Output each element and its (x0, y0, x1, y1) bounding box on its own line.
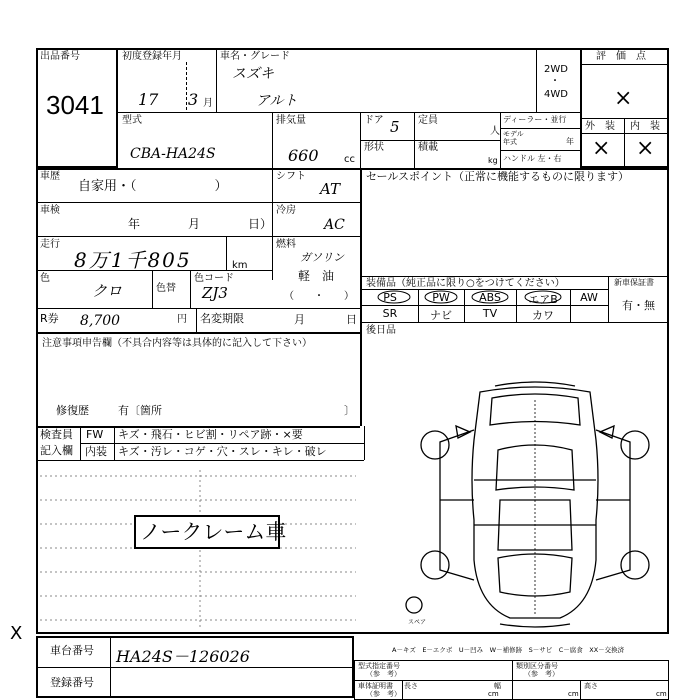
color-code-label: 色コード (194, 273, 234, 284)
model-type-value: CBA-HA24S (130, 146, 216, 162)
fuel-gasoline: ガソリン (300, 251, 344, 264)
model-year-label-2: 年式 (503, 138, 517, 146)
registration-month: 3 (188, 90, 199, 109)
dealer-label: ディーラー・並行 (503, 115, 567, 124)
length-unit: cm (488, 690, 499, 698)
interior-label: 内 装 (630, 121, 660, 132)
chassis-label: 車台番号 (50, 644, 94, 657)
width-label: 幅 (494, 682, 501, 690)
mileage-value: 8万1千805 (74, 248, 192, 272)
inspector-label-1: 検査員 (40, 428, 73, 441)
equip-leather: カワ (532, 309, 554, 322)
load-label: 積載 (418, 142, 438, 153)
inspection-day: 日） (248, 217, 273, 231)
equip-abs: ABS (479, 291, 501, 304)
registration-year: 17 (138, 90, 159, 109)
height-label: 高さ (584, 682, 598, 690)
equip-pw: PW (432, 291, 450, 304)
drive-dot: ・ (550, 76, 560, 87)
repair-label: 修復歴 (56, 404, 89, 417)
displacement-value: 660 (288, 146, 319, 165)
history-value: 自家用・（ ） (78, 179, 228, 194)
doors-value: 5 (390, 118, 400, 136)
name-change-month: 月 (294, 313, 305, 326)
margin-x-mark: X (10, 623, 23, 644)
reg-number-label: 登録番号 (50, 676, 94, 689)
mileage-label: 走行 (40, 239, 60, 250)
lot-number: 3041 (46, 90, 104, 120)
fuel-paren: （ ・ ） (284, 291, 354, 302)
mileage-unit: km (232, 260, 248, 271)
warranty-value: 有・無 (622, 299, 655, 312)
spare-label: スペア (408, 619, 427, 626)
recycle-unit: 円 (177, 314, 187, 325)
inspector-label-2: 記入欄 (40, 444, 73, 457)
recycle-label: R券 (40, 312, 59, 325)
model-type-label: 型式 (122, 115, 142, 126)
name-change-label: 名変期限 (200, 312, 244, 325)
equip-aw: AW (580, 291, 598, 304)
damage-legend: A－キズ E－エクボ U－凹み W－補修跡 S－サビ C－腐食 XX－交換済 (392, 646, 625, 654)
capacity-unit: 人 (490, 126, 500, 137)
registration-label: 初度登録年月 (122, 51, 182, 62)
doors-label: ドア (364, 115, 384, 126)
sales-point-label: セールスポイント（正常に機能するものに限ります） (366, 170, 630, 183)
designation-label-2: （参 考） (366, 670, 401, 678)
class-label-1: 類別区分番号 (516, 662, 558, 670)
recycle-value: 8,700 (80, 313, 121, 329)
chassis-value: HA24S－126026 (116, 647, 250, 666)
exterior-mark: × (592, 136, 611, 161)
shift-label: シフト (276, 171, 306, 182)
name-change-day: 日 (346, 313, 357, 326)
inspection-year: 年 (128, 217, 141, 231)
rear-item-label: 後日品 (366, 325, 396, 336)
car-damage-diagram (400, 380, 670, 630)
drive-4wd: 4WD (544, 89, 568, 100)
notes-label: 注意事項申告欄（不具合内容等は具体的に記入して下さい） (42, 338, 312, 349)
car-make: スズキ (232, 66, 274, 82)
inspection-label: 車検 (40, 205, 60, 216)
equip-ps: PS (383, 291, 397, 304)
repair-value: 有〔箇所 (118, 404, 162, 417)
repair-close: 〕 (344, 404, 355, 417)
color-code-value: ZJ3 (202, 284, 228, 302)
exterior-label: 外 装 (585, 121, 615, 132)
drive-2wd: 2WD (544, 64, 568, 75)
shape-label: 形状 (364, 142, 384, 153)
shift-value: AT (320, 180, 341, 198)
displacement-label: 排気量 (276, 115, 306, 126)
dotted-lines (36, 470, 360, 630)
inspector-fw: FW (86, 428, 104, 441)
model-year-label-1: モデル (503, 130, 524, 138)
inspector-inner-items: キズ・汚レ・コゲ・穴・スレ・キレ・破レ (118, 445, 327, 458)
height-unit: cm (656, 690, 667, 698)
width-unit: cm (568, 690, 579, 698)
handle-label: ハンドル 左・右 (503, 154, 562, 163)
inspection-month: 月 (188, 217, 201, 231)
designation-label-1: 型式指定番号 (358, 662, 400, 670)
class-label-2: （参 考） (524, 670, 559, 678)
color-label: 色 (40, 273, 50, 284)
interior-mark: × (636, 136, 655, 161)
history-label: 車歴 (40, 171, 60, 182)
rating-label: 評 価 点 (596, 51, 646, 62)
color-value: クロ (92, 282, 123, 300)
model-year-unit: 年 (566, 137, 574, 146)
equip-airbag: エアB (528, 293, 558, 306)
fuel-light-oil: 軽 油 (298, 269, 335, 283)
equipment-circles (360, 289, 608, 306)
equip-tv: TV (482, 307, 498, 320)
designation-label-3: 車体証明書 (358, 682, 393, 690)
rating-mark: × (614, 86, 633, 111)
inspector-fw-items: キズ・飛石・ヒビ割・リペア跡・×要 (118, 428, 303, 441)
displacement-unit: cc (344, 154, 355, 165)
color-change-label: 色替 (156, 283, 176, 294)
car-model: アルト (256, 93, 298, 109)
ac-value: AC (324, 217, 345, 233)
inspector-inner: 内装 (85, 445, 107, 458)
designation-label-4: （参 考） (366, 690, 401, 698)
equip-navi: ナビ (430, 309, 452, 322)
equipment-label: 装備品（純正品に限り○をつけてください） (366, 278, 565, 289)
length-label: 長さ (404, 682, 418, 690)
warranty-label: 新車保証書 (614, 278, 654, 287)
lot-label: 出品番号 (40, 51, 80, 62)
registration-month-unit: 月 (203, 98, 213, 109)
load-unit: kg (488, 156, 498, 165)
ac-label: 冷房 (276, 205, 296, 216)
car-label: 車名・グレード (220, 51, 290, 62)
fuel-label: 燃料 (276, 239, 296, 250)
capacity-label: 定員 (418, 115, 438, 126)
equip-sr: SR (382, 307, 398, 320)
no-claim-stamp-text: ノークレーム車 (140, 520, 287, 544)
